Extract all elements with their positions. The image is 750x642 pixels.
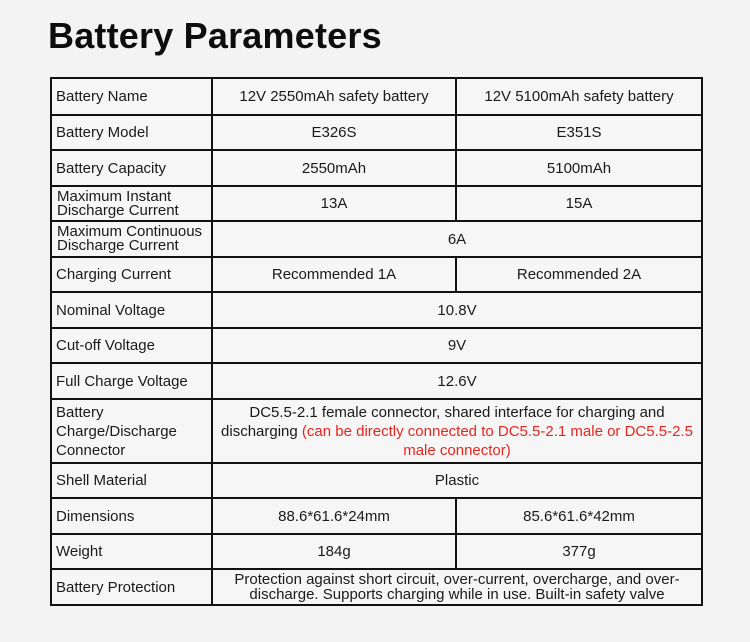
label-battery-protection: Battery Protection <box>51 569 212 605</box>
table-row-battery-model <box>51 115 702 150</box>
value-max-instant-discharge-2: 15A <box>456 186 702 221</box>
label-line: Discharge Current <box>57 237 179 254</box>
value-charging-current-2: Recommended 2A <box>456 257 702 292</box>
label-shell-material: Shell Material <box>51 463 212 498</box>
label-line: Maximum Instant <box>57 187 172 205</box>
table-row-full-charge-voltage <box>51 363 702 399</box>
label-battery-capacity: Battery Capacity <box>51 150 212 186</box>
value-weight-2: 377g <box>456 534 702 569</box>
connector-compatibility-note: (can be directly connected to DC5.5-2.1 male or DC5.5-2.5 male connector) <box>301 422 693 459</box>
table-row-battery-capacity <box>51 150 702 186</box>
value-battery-capacity-2: 5100mAh <box>456 150 702 186</box>
value-max-continuous-discharge: 6A <box>212 221 702 257</box>
label-line: Connector <box>56 441 126 459</box>
label-charge-discharge-connector <box>51 399 212 463</box>
table-row-weight <box>51 534 702 569</box>
value-battery-capacity-1: 2550mAh <box>212 150 456 186</box>
label-weight: Weight <box>51 534 212 569</box>
label-nominal-voltage: Nominal Voltage <box>51 292 212 328</box>
value-battery-name-1: 12V 2550mAh safety battery <box>212 78 456 115</box>
label-line: Charge/Discharge <box>56 422 177 440</box>
value-weight-1: 184g <box>212 534 456 569</box>
value-cutoff-voltage: 9V <box>212 328 702 363</box>
table-row-charge-discharge-connector <box>51 399 702 463</box>
value-max-instant-discharge-1: 13A <box>212 186 456 221</box>
label-line: Maximum Continuous <box>57 223 203 240</box>
table-row-charging-current <box>51 257 702 292</box>
value-dimensions-1: 88.6*61.6*24mm <box>212 498 456 534</box>
label-dimensions: Dimensions <box>51 498 212 534</box>
value-battery-name-2: 12V 5100mAh safety battery <box>456 78 702 115</box>
value-full-charge-voltage: 12.6V <box>212 363 702 399</box>
table-row-max-continuous-discharge <box>51 221 702 257</box>
value-battery-model-1: E326S <box>212 115 456 150</box>
label-cutoff-voltage: Cut-off Voltage <box>51 328 212 363</box>
table-row-battery-name <box>51 78 702 115</box>
value-shell-material: Plastic <box>212 463 702 498</box>
label-battery-model: Battery Model <box>51 115 212 150</box>
label-line: Battery <box>56 403 104 421</box>
value-battery-protection: Protection against short circuit, over-current, overcharge, and over-discharge. Supports charging while in use. Built-in safety valve <box>212 569 702 605</box>
label-full-charge-voltage: Full Charge Voltage <box>51 363 212 399</box>
label-max-instant-discharge <box>51 186 212 221</box>
value-charging-current-1: Recommended 1A <box>212 257 456 292</box>
table-row-shell-material <box>51 463 702 498</box>
value-charge-discharge-connector <box>212 399 702 463</box>
table-row-max-instant-discharge <box>51 186 702 221</box>
value-battery-model-2: E351S <box>456 115 702 150</box>
value-nominal-voltage: 10.8V <box>212 292 702 328</box>
connector-description: DC5.5-2.1 female connector, shared interface for charging and discharging <box>221 403 665 440</box>
value-dimensions-2: 85.6*61.6*42mm <box>456 498 702 534</box>
label-max-continuous-discharge <box>51 221 212 257</box>
table-row-battery-protection <box>51 569 702 605</box>
page-title: Battery Parameters <box>48 15 382 56</box>
label-charging-current: Charging Current <box>51 257 212 292</box>
table-row-cutoff-voltage <box>51 328 702 363</box>
table-row-dimensions <box>51 498 702 534</box>
table-row-nominal-voltage <box>51 292 702 328</box>
label-line: Discharge Current <box>57 201 179 219</box>
battery-parameters-table <box>50 77 703 606</box>
label-battery-name: Battery Name <box>51 78 212 115</box>
